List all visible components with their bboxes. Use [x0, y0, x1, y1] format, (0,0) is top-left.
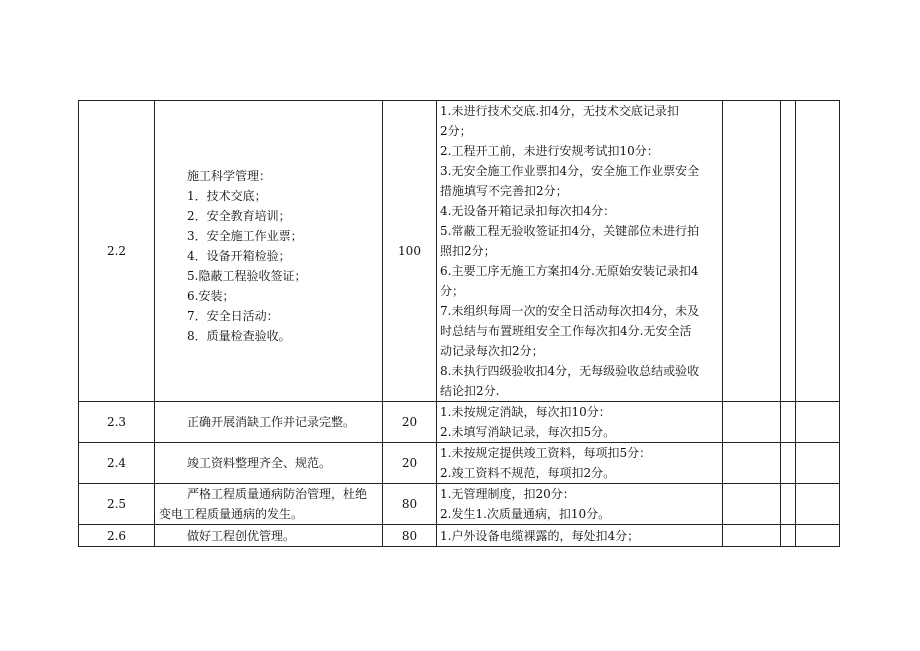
item-line: 8．质量检查验收。 — [187, 329, 291, 343]
standard-line: 结论扣2分. — [440, 384, 500, 398]
standard-line: 措施填写不完善扣2分； — [440, 184, 568, 198]
standard-line: 4.无设备开箱记录扣每次扣4分： — [440, 204, 616, 218]
scoring-standard — [437, 443, 723, 484]
inspection-item — [155, 443, 383, 484]
standard-line: 7.未组织每周一次的安全日活动每次扣4分，未及 — [440, 304, 700, 318]
item-line: 1．技术交底； — [187, 189, 267, 203]
scoring-standard — [437, 101, 723, 402]
item-line: 做好工程创优管理。 — [187, 528, 296, 543]
table-row — [79, 443, 840, 484]
spacer-cell — [781, 402, 796, 443]
row-number: 2.2 — [79, 101, 155, 402]
item-line: 变电工程质量通病的发生。 — [159, 507, 304, 521]
scoring-standard — [437, 402, 723, 443]
item-line: 6.安装； — [187, 289, 235, 303]
standard-line: 1.无管理制度，扣20分： — [440, 487, 575, 501]
score-cell — [796, 484, 840, 525]
standard-score: 80 — [383, 484, 437, 525]
spacer-cell — [781, 484, 796, 525]
row-number: 2.6 — [79, 525, 155, 547]
standard-line: 2.工程开工前，未进行安规考试扣10分： — [440, 144, 659, 158]
deduction-cell — [723, 443, 781, 484]
standard-line: 1.未按规定消缺，每次扣10分： — [440, 405, 611, 419]
standard-score: 20 — [383, 402, 437, 443]
inspection-item — [155, 101, 383, 402]
deduction-cell — [723, 402, 781, 443]
standard-line: 时总结与布置班组安全工作每次扣4分.无安全活 — [440, 324, 692, 338]
item-line: 3．安全施工作业票； — [187, 229, 303, 243]
standard-score: 20 — [383, 443, 437, 484]
standard-line: 2分； — [440, 124, 472, 138]
evaluation-table — [78, 100, 840, 547]
spacer-cell — [781, 101, 796, 402]
standard-score: 80 — [383, 525, 437, 547]
item-line: 7．安全日活动： — [187, 309, 279, 323]
item-line: 竣工资料整理齐全、规范。 — [187, 456, 332, 470]
deduction-cell — [723, 484, 781, 525]
row-number: 2.5 — [79, 484, 155, 525]
item-line: 严格工程质量通病防治管理，杜绝 — [187, 487, 368, 501]
standard-line: 2.发生1.次质量通病，扣10分。 — [440, 507, 611, 521]
standard-score: 100 — [383, 101, 437, 402]
table-row — [79, 402, 840, 443]
table-row — [79, 525, 840, 547]
standard-line: 1.户外设备电缆裸露的，每处扣4分； — [440, 528, 640, 543]
standard-line: 5.常蔽工程无验收签证扣4分，关键部位未进行拍 — [440, 224, 700, 238]
item-line: 5.隐蔽工程验收签证； — [187, 269, 307, 283]
item-line: 4．设备开箱检验； — [187, 249, 291, 263]
spacer-cell — [781, 525, 796, 547]
standard-line: 1.未进行技术交底.扣4分，无技术交底记录扣 — [440, 104, 679, 118]
table-row — [79, 101, 840, 402]
standard-line: 分； — [440, 284, 465, 298]
scoring-standard — [437, 525, 723, 547]
inspection-item — [155, 484, 383, 525]
item-line: 正确开展消缺工作并记录完整。 — [187, 415, 356, 429]
row-number: 2.3 — [79, 402, 155, 443]
score-cell — [796, 101, 840, 402]
row-number: 2.4 — [79, 443, 155, 484]
inspection-item — [155, 402, 383, 443]
inspection-item — [155, 525, 383, 547]
scoring-standard — [437, 484, 723, 525]
score-cell — [796, 525, 840, 547]
deduction-cell — [723, 525, 781, 547]
item-line: 2．安全教育培训； — [187, 209, 291, 223]
spacer-cell — [781, 443, 796, 484]
score-cell — [796, 402, 840, 443]
standard-line: 6.主要工序无施工方案扣4分.无原始安装记录扣4 — [440, 264, 699, 278]
standard-line: 1.未按规定提供竣工资料，每项扣5分： — [440, 446, 652, 460]
standard-line: 3.无安全施工作业票扣4分，安全施工作业票安全 — [440, 164, 700, 178]
standard-line: 照扣2分； — [440, 244, 496, 258]
deduction-cell — [723, 101, 781, 402]
standard-line: 2.未填写消缺记录，每次扣5分。 — [440, 425, 616, 439]
score-cell — [796, 443, 840, 484]
item-line: 施工科学管理： — [187, 169, 272, 183]
standard-line: 动记录每次扣2分； — [440, 344, 544, 358]
standard-line: 2.竣工资料不规范，每项扣2分。 — [440, 466, 616, 480]
table-row — [79, 484, 840, 525]
standard-line: 8.未执行四级验收扣4分，无每级验收总结或验收 — [440, 364, 700, 378]
